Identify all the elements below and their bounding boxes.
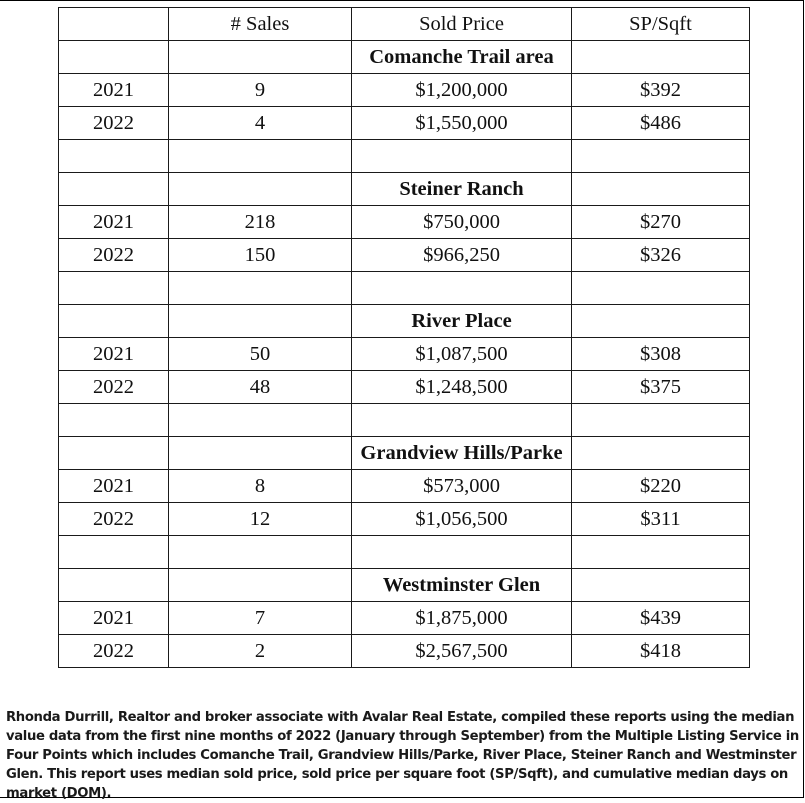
section-title: Grandview Hills/Parke — [352, 437, 572, 470]
empty-cell — [59, 404, 169, 437]
sales-cell: 12 — [169, 503, 352, 536]
sp-sqft-cell: $439 — [572, 602, 750, 635]
year-cell: 2021 — [59, 602, 169, 635]
empty-cell — [59, 140, 169, 173]
section-title: Comanche Trail area — [352, 41, 572, 74]
year-cell: 2022 — [59, 107, 169, 140]
empty-cell — [572, 569, 750, 602]
sold-price-cell: $966,250 — [352, 239, 572, 272]
sp-sqft-cell: $418 — [572, 635, 750, 668]
table-row — [59, 206, 750, 239]
empty-cell — [169, 140, 352, 173]
sp-sqft-cell: $308 — [572, 338, 750, 371]
sales-cell: 218 — [169, 206, 352, 239]
spacer-row — [59, 404, 750, 437]
empty-cell — [352, 404, 572, 437]
sales-table — [58, 7, 750, 668]
header-empty-cell — [59, 8, 169, 41]
empty-cell — [59, 41, 169, 74]
section-title: Westminster Glen — [352, 569, 572, 602]
sp-sqft-cell: $270 — [572, 206, 750, 239]
caption-text: Rhonda Durrill, Realtor and broker associate with Avalar Real Estate, compiled these reports using the median value data from the first nine months of 2022 (January through September) from the Multiple Listing Service in Four Points which includes Comanche Trail, Grandview Hills/Parke, River Place, Steiner Ranch and Westminster Glen. This report uses median sold price, sold price per square foot (SP/Sqft), and cumulative median days on market (DOM). — [6, 710, 799, 801]
section-title-row — [59, 437, 750, 470]
sales-cell: 2 — [169, 635, 352, 668]
empty-cell — [169, 569, 352, 602]
sp-sqft-cell: $375 — [572, 371, 750, 404]
table-row — [59, 338, 750, 371]
empty-cell — [572, 404, 750, 437]
sp-sqft-cell: $311 — [572, 503, 750, 536]
table-row — [59, 635, 750, 668]
year-cell: 2021 — [59, 470, 169, 503]
empty-cell — [352, 536, 572, 569]
empty-cell — [572, 536, 750, 569]
spacer-row — [59, 536, 750, 569]
empty-cell — [352, 272, 572, 305]
sold-price-cell: $750,000 — [352, 206, 572, 239]
empty-cell — [169, 173, 352, 206]
sold-price-cell: $1,248,500 — [352, 371, 572, 404]
table-row — [59, 239, 750, 272]
empty-cell — [169, 437, 352, 470]
spacer-row — [59, 140, 750, 173]
empty-cell — [572, 305, 750, 338]
sales-cell: 50 — [169, 338, 352, 371]
empty-cell — [59, 272, 169, 305]
sales-cell: 48 — [169, 371, 352, 404]
empty-cell — [59, 305, 169, 338]
sp-sqft-cell: $326 — [572, 239, 750, 272]
empty-cell — [59, 173, 169, 206]
empty-cell — [59, 437, 169, 470]
sales-cell: 8 — [169, 470, 352, 503]
empty-cell — [352, 140, 572, 173]
section-title-row — [59, 305, 750, 338]
header-sold-price: Sold Price — [352, 8, 572, 41]
empty-cell — [169, 41, 352, 74]
year-cell: 2022 — [59, 239, 169, 272]
sold-price-cell: $1,087,500 — [352, 338, 572, 371]
section-title-row — [59, 569, 750, 602]
section-title: Steiner Ranch — [352, 173, 572, 206]
year-cell: 2021 — [59, 74, 169, 107]
header-sp-sqft: SP/Sqft — [572, 8, 750, 41]
spacer-row — [59, 272, 750, 305]
sp-sqft-cell: $392 — [572, 74, 750, 107]
empty-cell — [169, 305, 352, 338]
table-row — [59, 602, 750, 635]
header-sales: # Sales — [169, 8, 352, 41]
sold-price-cell: $1,875,000 — [352, 602, 572, 635]
table-row — [59, 470, 750, 503]
empty-cell — [59, 536, 169, 569]
section-title-row — [59, 41, 750, 74]
sp-sqft-cell: $486 — [572, 107, 750, 140]
sales-cell: 7 — [169, 602, 352, 635]
table-row — [59, 503, 750, 536]
section-title-row — [59, 173, 750, 206]
year-cell: 2022 — [59, 635, 169, 668]
empty-cell — [572, 140, 750, 173]
sold-price-cell: $573,000 — [352, 470, 572, 503]
empty-cell — [169, 404, 352, 437]
sold-price-cell: $1,056,500 — [352, 503, 572, 536]
sold-price-cell: $1,200,000 — [352, 74, 572, 107]
section-title: River Place — [352, 305, 572, 338]
empty-cell — [169, 272, 352, 305]
empty-cell — [572, 437, 750, 470]
sold-price-cell: $2,567,500 — [352, 635, 572, 668]
year-cell: 2022 — [59, 503, 169, 536]
sales-cell: 150 — [169, 239, 352, 272]
table-row — [59, 74, 750, 107]
table-row — [59, 107, 750, 140]
sales-cell: 9 — [169, 74, 352, 107]
empty-cell — [59, 569, 169, 602]
sales-table-container — [58, 7, 749, 668]
empty-cell — [572, 173, 750, 206]
sp-sqft-cell: $220 — [572, 470, 750, 503]
sold-price-cell: $1,550,000 — [352, 107, 572, 140]
empty-cell — [572, 41, 750, 74]
sales-cell: 4 — [169, 107, 352, 140]
empty-cell — [169, 536, 352, 569]
year-cell: 2021 — [59, 206, 169, 239]
table-row — [59, 371, 750, 404]
header-row — [59, 8, 750, 41]
empty-cell — [572, 272, 750, 305]
year-cell: 2022 — [59, 371, 169, 404]
year-cell: 2021 — [59, 338, 169, 371]
